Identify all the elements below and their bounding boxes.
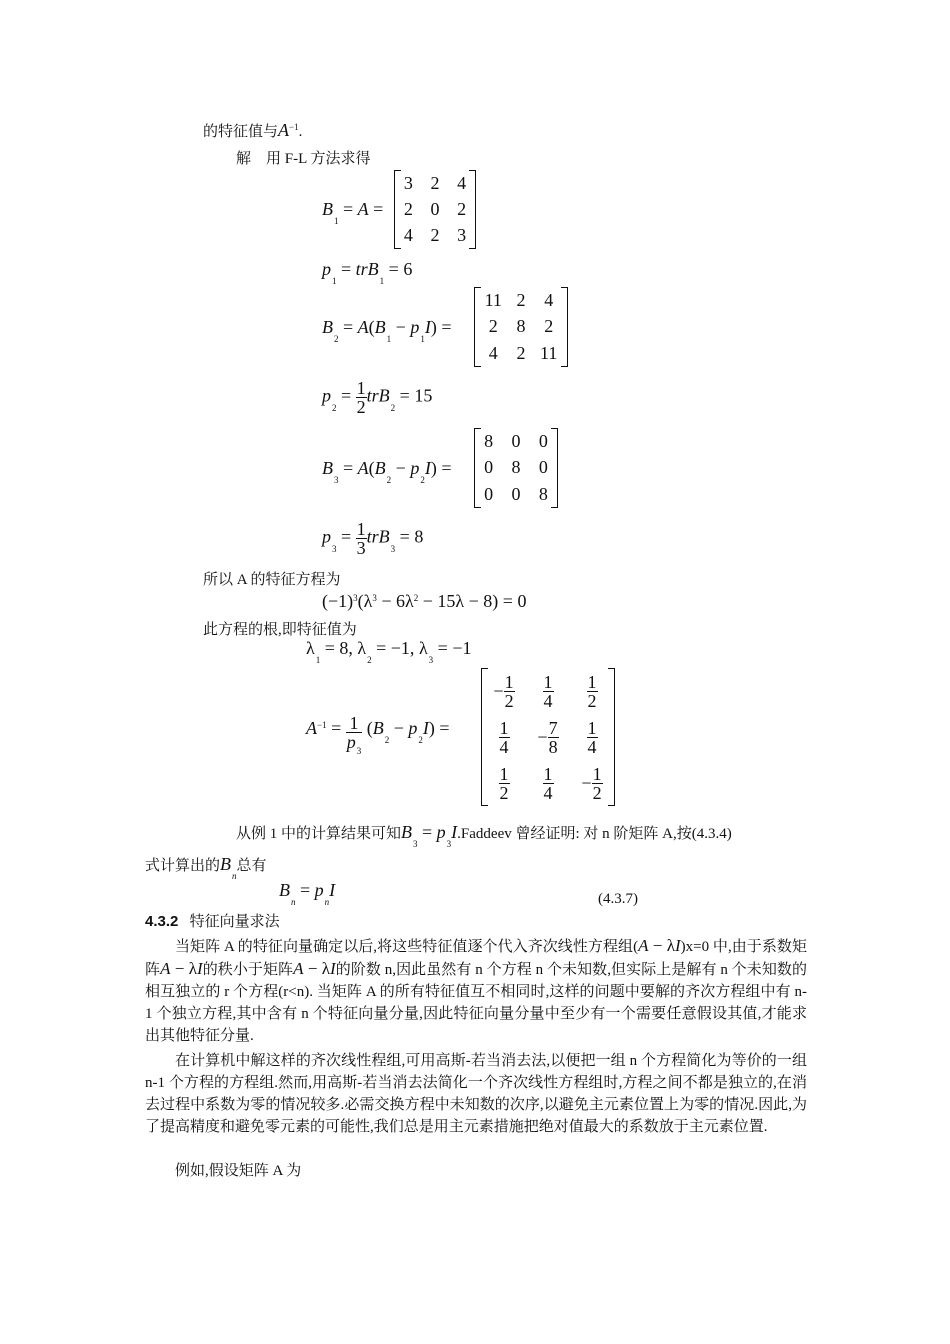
eq-b1	[322, 199, 384, 226]
b3-B2sub: 2	[386, 475, 392, 485]
eq-bn	[279, 880, 336, 907]
p2-p: p	[322, 385, 331, 406]
ainv-frac-num: 1	[346, 714, 363, 733]
b2-cell: 2	[544, 316, 554, 337]
b1-cell: 3	[403, 172, 413, 193]
b1-eq2: =	[373, 199, 384, 219]
p1-part-c: 的秩小于矩阵	[202, 962, 294, 978]
matrix-b2-table	[475, 287, 567, 367]
b3-B: B	[322, 458, 333, 478]
ainv-B: B	[372, 718, 384, 738]
matrix-b1	[394, 170, 476, 249]
b2-A: A	[357, 317, 369, 337]
p3-frac-den: 3	[356, 538, 366, 558]
char-lhs: (−1)	[322, 591, 354, 611]
char-mid2: − 6λ	[376, 591, 414, 611]
ainv-p: p	[408, 718, 418, 738]
ainv-cell-numerator: 1	[499, 763, 509, 784]
ainv-cell	[570, 668, 614, 714]
matrix-b3-table	[475, 428, 557, 508]
b1-eq1: =	[343, 199, 354, 219]
section-heading	[145, 910, 280, 931]
b2-cell: 2	[488, 316, 498, 337]
matrix-b3	[474, 428, 558, 508]
ainv-A: A	[306, 718, 317, 738]
bn-p: p	[314, 880, 324, 900]
b2-minus: −	[395, 317, 406, 337]
bn-psub: n	[324, 897, 330, 907]
ainv-cell-denominator: 2	[504, 690, 514, 711]
char-mid1: (λ	[357, 591, 373, 611]
lambda-3: λ	[418, 638, 428, 658]
bn-math: $B_n$	[220, 854, 237, 881]
p2-frac-num: 1	[356, 378, 366, 398]
b2-cell: 4	[488, 343, 498, 364]
intro-line	[203, 120, 302, 141]
ainv-cell-sign: −	[537, 726, 548, 747]
lambda-3-val: = −1	[433, 638, 472, 658]
ainv-cell-denominator: 4	[543, 690, 553, 711]
ainv-cell-fraction	[504, 673, 515, 710]
char-exp-l2: 2	[413, 593, 419, 603]
ainv-fraction	[346, 714, 363, 754]
b1-sub: 1	[334, 216, 339, 226]
paragraph-2: 在计算机中解这样的齐次线性程组,可用高斯-若当消去法,以便把一组 n 个方程简化为等价的一组 n-1 个方程的方程组.然而,用高斯-若当消去法简化一个齐次线性方程组时,方程之间不都是独立的,在消去过程中系数为零的情况较多.必需交换方程中未知数的次序,以避免主元素位置上为零的情况.因此,为了提高精度和避免零元素的可能性,我们总是用主元素措施把绝对值最大的系数放于主元素位置.	[145, 1053, 807, 1135]
ainv-cell-fraction	[543, 673, 554, 710]
ainv-cell	[482, 668, 526, 714]
eq-p1	[322, 259, 413, 286]
b2-cell: 2	[516, 289, 526, 310]
ainv-cell-fraction	[499, 719, 510, 756]
ainv-rparen: )	[428, 718, 435, 738]
ainv-cell-denominator: 4	[499, 736, 509, 757]
b2-cell: 8	[516, 316, 526, 337]
bn-I: I	[329, 880, 336, 900]
p1-Bsub: 1	[379, 276, 385, 286]
p2-fraction	[356, 379, 367, 416]
b2-rparen: )	[430, 317, 437, 337]
p1-eq2: =	[388, 259, 399, 279]
p3-p: p	[322, 526, 331, 547]
lambda-1-val: = 8,	[320, 638, 353, 658]
b3-B2: B	[374, 458, 386, 478]
bn-B: B	[279, 880, 290, 900]
eq-p3	[322, 520, 423, 557]
p1-matrix-expr-3: A − λI	[293, 959, 336, 978]
ainv-cell	[570, 714, 614, 760]
b3-cell: 8	[511, 457, 521, 478]
matrix-b2	[474, 287, 568, 367]
ainv-cell-denominator: 8	[548, 736, 558, 757]
b3-cell: 0	[511, 430, 521, 451]
lambda-1: λ	[306, 638, 315, 658]
p1-eq: =	[341, 259, 352, 279]
lambda-1-sub: 1	[315, 655, 321, 665]
b2-I: I	[424, 317, 431, 337]
lambda-3-sub: 3	[428, 655, 434, 665]
example-result-pre: 从例 1 中的计算结果可知	[236, 826, 402, 842]
section-number: 4.3.2	[145, 913, 179, 930]
eq-p2	[322, 379, 432, 416]
p1-sub: 1	[332, 276, 337, 286]
ainv-eq: =	[331, 718, 342, 738]
eq-b2	[322, 317, 452, 344]
ainv-cell-sign: −	[493, 680, 504, 701]
matrix-ainv	[481, 668, 615, 806]
ainv-cell-denominator: 2	[592, 782, 602, 803]
bn-line	[145, 854, 267, 881]
p1-part-d: 的阶数 n,因此虽然有 n 个方程 n 个未知数,但实际上是解有 n 个未知数的相互独立的 r 个方程(r<n). 当矩阵 A 的所有特征值互不相同时,这样的问题中要解的齐次方程组中有 n-1 个独立方程,其中含有 n 个特征向量分量,因此特征向量分量中至少有一个需要任意假设其值,才能求出其他特征分量.	[145, 962, 807, 1044]
b2-cell: 11	[484, 289, 502, 310]
b1-B: B	[322, 199, 333, 219]
ainv-cell-numerator: 1	[543, 671, 553, 692]
p3-eq: =	[341, 526, 352, 547]
p1-matrix-expr-2: A − λI	[160, 959, 203, 978]
char-exp-l3: 3	[372, 593, 377, 603]
b3-eq2: =	[441, 458, 452, 478]
eq-ainv	[306, 714, 450, 754]
b3-I: I	[424, 458, 431, 478]
b3-cell: 0	[538, 430, 548, 451]
paragraph-3: 例如,假设矩阵 A 为	[175, 1163, 302, 1179]
p3-sub: 3	[332, 543, 337, 554]
b1-cell: 2	[457, 198, 467, 219]
b2-eq: =	[343, 317, 354, 337]
b2-p: p	[410, 317, 420, 337]
ainv-cell	[482, 714, 526, 760]
ainv-cell-denominator: 2	[499, 782, 509, 803]
ainv-cell-numerator: 1	[587, 717, 597, 738]
ainv-cell-denominator: 2	[587, 690, 597, 711]
intro-text: 的特征值与	[203, 124, 279, 140]
bn-post: 总有	[236, 858, 267, 874]
eigenvalues	[306, 638, 472, 665]
b2-cell: 11	[540, 343, 558, 364]
ainv-cell-fraction	[587, 673, 598, 710]
lambda-2-val: = −1,	[371, 638, 415, 658]
char-eq-intro: 所以 A 的特征方程为	[203, 572, 341, 588]
b1-cell: 4	[457, 172, 467, 193]
ainv-cell-sign: −	[581, 772, 592, 793]
p1-part-b: )x=0 中,由于系数矩阵	[145, 939, 807, 978]
b2-sub: 2	[334, 334, 339, 344]
b2-B1sub: 1	[386, 334, 392, 344]
lambda-2-sub: 2	[367, 655, 372, 665]
p2-eq2: =	[399, 385, 410, 406]
p2-frac-den: 2	[356, 397, 366, 417]
p2-eq: =	[341, 385, 352, 406]
b1-cell: 2	[430, 172, 440, 193]
ainv-cell-numerator: 7	[548, 717, 558, 738]
ainv-minus: −	[393, 718, 404, 738]
b3-cell: 0	[484, 484, 494, 505]
p3-frac-num: 1	[356, 519, 366, 539]
b3-cell: 8	[484, 430, 494, 451]
bn-eq: =	[300, 880, 311, 900]
b3-A: A	[357, 458, 369, 478]
p1-p: p	[322, 259, 331, 279]
p2-value: 15	[414, 385, 433, 406]
b3-rparen: )	[430, 458, 437, 478]
p3-value: 8	[414, 526, 424, 547]
b1-cell: 3	[457, 225, 467, 246]
matrix-b1-table	[395, 170, 475, 249]
b3-cell: 0	[538, 457, 548, 478]
ainv-cell-fraction	[548, 719, 559, 756]
ainv-cell-fraction	[592, 765, 603, 802]
ainv-cell-numerator: 1	[592, 763, 602, 784]
p1-value: 6	[403, 259, 413, 279]
ainv-psub: 2	[418, 735, 423, 745]
ainv-sup: −1	[317, 720, 327, 730]
b3-psub: 2	[420, 475, 425, 485]
ainv-cell	[526, 714, 570, 760]
b3-p: p	[410, 458, 420, 478]
equation-label: (4.3.7)	[598, 891, 638, 907]
p1-matrix-expr-1: A − λI	[638, 936, 681, 955]
p3-Bsub: 3	[390, 543, 396, 554]
eq-b3	[322, 458, 452, 485]
b3-lparen: (	[368, 458, 375, 478]
b2-cell: 4	[544, 289, 554, 310]
p2-Bsub: 2	[390, 402, 396, 413]
ainv-cell	[526, 668, 570, 714]
b2-B: B	[322, 317, 333, 337]
example-result-line	[236, 822, 732, 849]
ainv-cell-numerator: 1	[504, 671, 514, 692]
p3-tr: tr	[366, 526, 379, 547]
p2-sub: 2	[332, 402, 337, 413]
b1-cell: 4	[403, 225, 413, 246]
matrix-ainv-table	[482, 668, 614, 806]
b1-cell: 2	[403, 198, 413, 219]
intro-end: .	[298, 124, 303, 140]
ainv-cell	[570, 760, 614, 806]
p1-B: B	[367, 259, 379, 279]
ainv-lparen: (	[366, 718, 373, 738]
b1-cell: 0	[430, 198, 440, 219]
bn-sub: n	[291, 897, 296, 907]
ainv-frac-den: $p_3$	[346, 732, 362, 756]
b1-cell: 2	[430, 225, 440, 246]
p1-part-a: 当矩阵 A 的特征向量确定以后,将这些特征值逐个代入齐次线性方程组(	[175, 939, 639, 955]
paragraph-1	[145, 935, 807, 1047]
example-result-post: .Faddeev 曾经证明: 对 n 阶矩阵 A,按(4.3.4)	[457, 826, 732, 842]
b3-eq: =	[343, 458, 354, 478]
b2-cell: 2	[516, 343, 526, 364]
p3-B: B	[378, 526, 390, 547]
ainv-I: I	[422, 718, 429, 738]
example-result-math: $B_3 = p_3I$	[401, 822, 458, 849]
p2-B: B	[378, 385, 390, 406]
solution-line: 解 用 F-L 方法求得	[236, 151, 371, 167]
intro-matrix-A: A	[278, 120, 290, 140]
b3-sub: 3	[334, 475, 339, 485]
ainv-cell-numerator: 1	[499, 717, 509, 738]
b3-cell: 0	[484, 457, 494, 478]
bn-pre: 式计算出的	[145, 858, 221, 874]
b2-psub: 1	[420, 334, 425, 344]
char-mid3: − 15λ − 8) = 0	[418, 591, 527, 611]
ainv-cell-numerator: 1	[587, 671, 597, 692]
b2-eq2: =	[441, 317, 452, 337]
ainv-eq2: =	[439, 718, 450, 738]
ainv-cell-fraction	[499, 765, 510, 802]
p3-fraction	[356, 520, 367, 557]
p3-eq2: =	[399, 526, 410, 547]
roots-intro: 此方程的根,即特征值为	[203, 622, 357, 638]
char-equation	[322, 591, 526, 612]
p2-tr: tr	[366, 385, 379, 406]
ainv-Bsub: 2	[384, 735, 390, 745]
ainv-cell-numerator: 1	[543, 763, 553, 784]
ainv-cell-fraction	[543, 765, 554, 802]
ainv-cell-denominator: 4	[543, 782, 553, 803]
ainv-cell	[482, 760, 526, 806]
ainv-cell-fraction	[587, 719, 598, 756]
p1-tr: tr	[355, 259, 368, 279]
intro-inverse-sup: −1	[289, 122, 299, 132]
b1-A: A	[357, 199, 369, 219]
ainv-cell-denominator: 4	[587, 736, 597, 757]
b3-cell: 0	[511, 484, 521, 505]
b2-lparen: (	[368, 317, 375, 337]
char-exp: 3	[353, 593, 358, 603]
lambda-2: λ	[357, 638, 367, 658]
b2-B1: B	[374, 317, 386, 337]
ainv-cell	[526, 760, 570, 806]
b3-minus: −	[395, 458, 406, 478]
b3-cell: 8	[538, 484, 548, 505]
section-title: 特征向量求法	[189, 914, 280, 930]
